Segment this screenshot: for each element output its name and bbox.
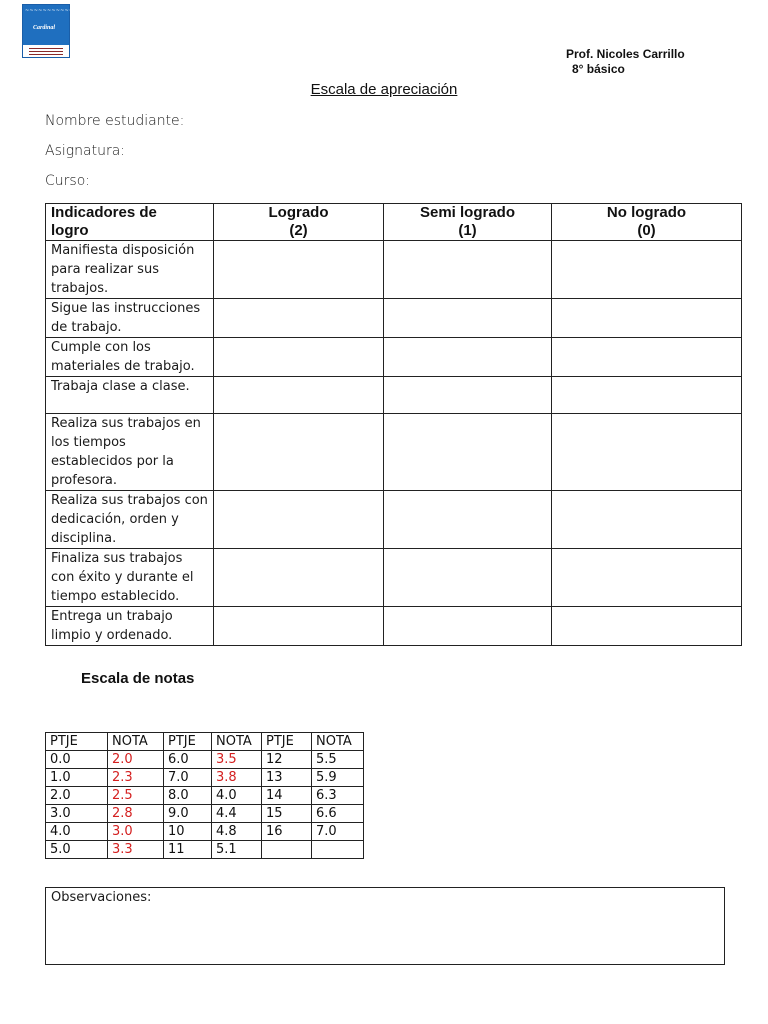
ptje-cell: 3.0 (46, 805, 108, 823)
logrado-cell[interactable] (214, 377, 384, 414)
logo-lettering: Cardinal (33, 25, 56, 31)
header-no-logrado (552, 204, 742, 241)
table-row (46, 607, 742, 646)
page-title: Escala de apreciación (310, 81, 458, 98)
nota-cell (312, 841, 364, 859)
nota-cell: 3.5 (212, 751, 262, 769)
header-text: Indicadores de (51, 204, 157, 221)
logrado-cell[interactable] (214, 241, 384, 299)
observations-label: Observaciones: (51, 890, 152, 905)
logrado-cell[interactable] (214, 299, 384, 338)
nota-cell: 3.3 (108, 841, 164, 859)
logo-info-band (23, 45, 69, 57)
grades-scale-title: Escala de notas (81, 670, 195, 687)
ptje-cell: 1.0 (46, 769, 108, 787)
ptje-cell: 11 (164, 841, 212, 859)
header-text: (2) (289, 222, 308, 239)
table-row (46, 338, 742, 377)
semi-logrado-cell[interactable] (384, 549, 552, 607)
grades-scale-table (45, 732, 364, 859)
table-row (46, 769, 364, 787)
nota-cell: 3.8 (212, 769, 262, 787)
nota-cell: 4.0 (212, 787, 262, 805)
teacher-name: Prof. Nicoles Carrillo (566, 47, 685, 61)
semi-logrado-cell[interactable] (384, 607, 552, 646)
ptje-cell: 4.0 (46, 823, 108, 841)
school-logo (22, 4, 83, 58)
table-row (46, 299, 742, 338)
indicator-label: Sigue las instrucciones de trabajo. (46, 299, 214, 338)
logo-arc-lettering: ~~~~~~~~~~~~~ (25, 8, 83, 14)
observations-box[interactable] (45, 887, 725, 965)
table-row (46, 805, 364, 823)
logrado-cell[interactable] (214, 549, 384, 607)
nota-cell: 6.6 (312, 805, 364, 823)
teacher-info (566, 47, 685, 77)
no-logrado-cell[interactable] (552, 414, 742, 491)
header-cell: NOTA (212, 733, 262, 751)
ptje-cell: 10 (164, 823, 212, 841)
table-row (46, 414, 742, 491)
nota-cell: 7.0 (312, 823, 364, 841)
indicator-label: Realiza sus trabajos con dedicación, orden y disciplina. (46, 491, 214, 549)
no-logrado-cell[interactable] (552, 338, 742, 377)
no-logrado-cell[interactable] (552, 299, 742, 338)
semi-logrado-cell[interactable] (384, 414, 552, 491)
indicator-label: Finaliza sus trabajos con éxito y durante el tiempo establecido. (46, 549, 214, 607)
indicators-table (45, 203, 742, 646)
ptje-cell: 12 (262, 751, 312, 769)
semi-logrado-cell[interactable] (384, 241, 552, 299)
field-asignatura: Asignatura: (45, 143, 126, 159)
indicator-label: Trabaja clase a clase. (46, 377, 214, 414)
no-logrado-cell[interactable] (552, 241, 742, 299)
table-row (46, 751, 364, 769)
nota-cell: 5.9 (312, 769, 364, 787)
nota-cell: 2.8 (108, 805, 164, 823)
nota-cell: 2.0 (108, 751, 164, 769)
nota-cell: 3.0 (108, 823, 164, 841)
indicator-label: Entrega un trabajo limpio y ordenado. (46, 607, 214, 646)
header-cell: NOTA (108, 733, 164, 751)
indicator-label: Cumple con los materiales de trabajo. (46, 338, 214, 377)
semi-logrado-cell[interactable] (384, 377, 552, 414)
nota-cell: 4.8 (212, 823, 262, 841)
header-indicadores (46, 204, 214, 241)
logrado-cell[interactable] (214, 491, 384, 549)
ptje-cell: 6.0 (164, 751, 212, 769)
header-cell: PTJE (46, 733, 108, 751)
table-row (46, 377, 742, 414)
ptje-cell: 15 (262, 805, 312, 823)
ptje-cell: 16 (262, 823, 312, 841)
indicator-label: Manifiesta disposición para realizar sus trabajos. (46, 241, 214, 299)
nota-cell: 4.4 (212, 805, 262, 823)
table-row (46, 549, 742, 607)
ptje-cell: 0.0 (46, 751, 108, 769)
ptje-cell: 5.0 (46, 841, 108, 859)
field-nombre: Nombre estudiante: (45, 113, 185, 129)
header-text: (1) (458, 222, 477, 239)
no-logrado-cell[interactable] (552, 377, 742, 414)
header-text: (0) (637, 222, 656, 239)
semi-logrado-cell[interactable] (384, 491, 552, 549)
table-row (46, 841, 364, 859)
header-text: Logrado (268, 204, 329, 221)
ptje-cell: 13 (262, 769, 312, 787)
ptje-cell: 9.0 (164, 805, 212, 823)
header-text: No logrado (606, 204, 687, 221)
ptje-cell: 14 (262, 787, 312, 805)
ptje-cell (262, 841, 312, 859)
ptje-cell: 8.0 (164, 787, 212, 805)
table-row (46, 787, 364, 805)
header-cell: PTJE (262, 733, 312, 751)
header-semi-logrado (384, 204, 552, 241)
ptje-cell: 7.0 (164, 769, 212, 787)
ptje-cell: 2.0 (46, 787, 108, 805)
header-cell: NOTA (312, 733, 364, 751)
nota-cell: 5.1 (212, 841, 262, 859)
header-logrado (214, 204, 384, 241)
table-row (46, 823, 364, 841)
semi-logrado-cell[interactable] (384, 338, 552, 377)
nota-cell: 2.5 (108, 787, 164, 805)
header-text: logro (51, 222, 89, 239)
semi-logrado-cell[interactable] (384, 299, 552, 338)
no-logrado-cell[interactable] (552, 491, 742, 549)
no-logrado-cell[interactable] (552, 607, 742, 646)
indicator-label: Realiza sus trabajos en los tiempos establecidos por la profesora. (46, 414, 214, 491)
nota-cell: 2.3 (108, 769, 164, 787)
field-curso: Curso: (45, 173, 90, 189)
logrado-cell[interactable] (214, 338, 384, 377)
nota-cell: 5.5 (312, 751, 364, 769)
logrado-cell[interactable] (214, 414, 384, 491)
indicators-header-row (46, 204, 742, 241)
table-row (46, 241, 742, 299)
nota-cell: 6.3 (312, 787, 364, 805)
grade-level: 8° básico (572, 62, 625, 76)
header-cell: PTJE (164, 733, 212, 751)
header-text: Semi logrado (419, 204, 516, 221)
table-row (46, 491, 742, 549)
grades-header-row (46, 733, 364, 751)
no-logrado-cell[interactable] (552, 549, 742, 607)
logrado-cell[interactable] (214, 607, 384, 646)
